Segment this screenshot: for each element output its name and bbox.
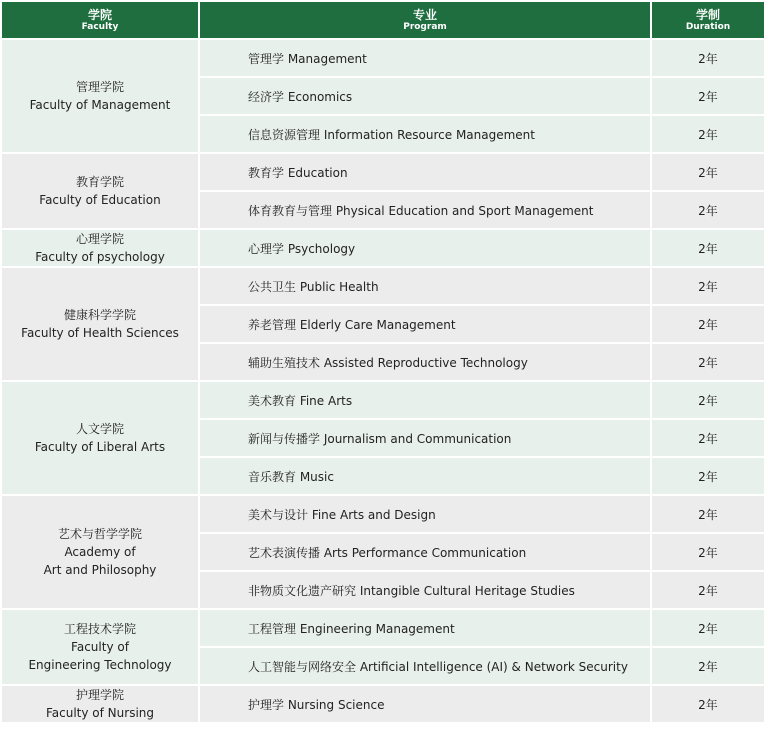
faculty-name-line: Faculty of Nursing (45, 706, 155, 720)
header-program-en: Program (403, 21, 447, 32)
program-duration: 2年 (652, 344, 764, 380)
program-name: 艺术表演传播 Arts Performance Communication (200, 534, 650, 570)
header-faculty-en: Faculty (81, 21, 119, 32)
program-duration: 2年 (652, 572, 764, 608)
program-name: 人工智能与网络安全 Artificial Intelligence (AI) & Network Security (200, 648, 650, 684)
header-faculty-zh: 学院 (87, 7, 112, 22)
faculty-name-line: Faculty of Management (29, 98, 171, 112)
table-row (2, 382, 764, 418)
faculty-cell (2, 686, 198, 722)
faculty-name-line: 健康科学学院 (63, 308, 136, 322)
faculty-cell (2, 40, 198, 152)
header-program (200, 2, 650, 38)
program-duration: 2年 (652, 192, 764, 228)
program-name: 美术教育 Fine Arts (200, 382, 650, 418)
program-name: 美术与设计 Fine Arts and Design (200, 496, 650, 532)
faculty-name-line: 教育学院 (75, 175, 124, 189)
table-row (2, 686, 764, 722)
program-name: 辅助生殖技术 Assisted Reproductive Technology (200, 344, 650, 380)
header-program-zh: 专业 (412, 7, 437, 22)
program-duration: 2年 (652, 230, 764, 266)
faculty-name-line: Faculty of Education (39, 193, 161, 207)
program-duration: 2年 (652, 686, 764, 722)
program-duration: 2年 (652, 78, 764, 114)
faculty-name-line: 人文学院 (75, 422, 124, 436)
faculty-cell (2, 610, 198, 684)
header-duration-en: Duration (685, 21, 731, 32)
faculty-name-line: Faculty of Liberal Arts (34, 440, 166, 454)
table-body (2, 40, 764, 722)
program-name: 音乐教育 Music (200, 458, 650, 494)
program-name: 非物质文化遗产研究 Intangible Cultural Heritage Studies (200, 572, 650, 608)
program-duration: 2年 (652, 610, 764, 646)
faculty-name-line: Engineering Technology (28, 658, 172, 672)
faculty-cell (2, 230, 198, 266)
program-duration: 2年 (652, 268, 764, 304)
program-duration: 2年 (652, 534, 764, 570)
table-header-row (2, 2, 764, 38)
program-name: 护理学 Nursing Science (200, 686, 650, 722)
program-duration: 2年 (652, 648, 764, 684)
faculty-cell (2, 154, 198, 228)
faculty-name-line: Art and Philosophy (43, 563, 157, 577)
table-row (2, 610, 764, 646)
faculty-cell (2, 382, 198, 494)
program-duration: 2年 (652, 496, 764, 532)
header-faculty (2, 2, 198, 38)
program-name: 养老管理 Elderly Care Management (200, 306, 650, 342)
program-name: 体育教育与管理 Physical Education and Sport Management (200, 192, 650, 228)
program-duration: 2年 (652, 306, 764, 342)
faculty-cell (2, 268, 198, 380)
faculty-name-line: 艺术与哲学学院 (57, 527, 142, 541)
faculty-cell (2, 496, 198, 608)
program-duration: 2年 (652, 116, 764, 152)
program-name: 教育学 Education (200, 154, 650, 190)
header-duration-zh: 学制 (695, 7, 720, 22)
program-name: 管理学 Management (200, 40, 650, 76)
program-name: 经济学 Economics (200, 78, 650, 114)
program-duration: 2年 (652, 40, 764, 76)
faculty-name-line: Faculty of psychology (35, 250, 165, 264)
table-row (2, 496, 764, 532)
program-name: 工程管理 Engineering Management (200, 610, 650, 646)
faculty-name-line: 护理学院 (75, 688, 124, 702)
table-row (2, 154, 764, 190)
faculty-name-line: 心理学院 (75, 232, 124, 246)
table-row (2, 40, 764, 76)
table-row (2, 268, 764, 304)
header-duration (652, 2, 764, 38)
program-name: 心理学 Psychology (200, 230, 650, 266)
faculty-name-line: 工程技术学院 (63, 622, 136, 636)
program-duration: 2年 (652, 420, 764, 456)
program-name: 新闻与传播学 Journalism and Communication (200, 420, 650, 456)
faculty-name-line: Academy of (64, 545, 136, 559)
faculty-name-line: Faculty of (71, 640, 129, 654)
program-name: 信息资源管理 Information Resource Management (200, 116, 650, 152)
table-row (2, 230, 764, 266)
faculty-name-line: Faculty of Health Sciences (21, 326, 179, 340)
program-duration: 2年 (652, 154, 764, 190)
program-duration: 2年 (652, 382, 764, 418)
faculty-name-line: 管理学院 (75, 80, 124, 94)
program-duration: 2年 (652, 458, 764, 494)
program-name: 公共卫生 Public Health (200, 268, 650, 304)
